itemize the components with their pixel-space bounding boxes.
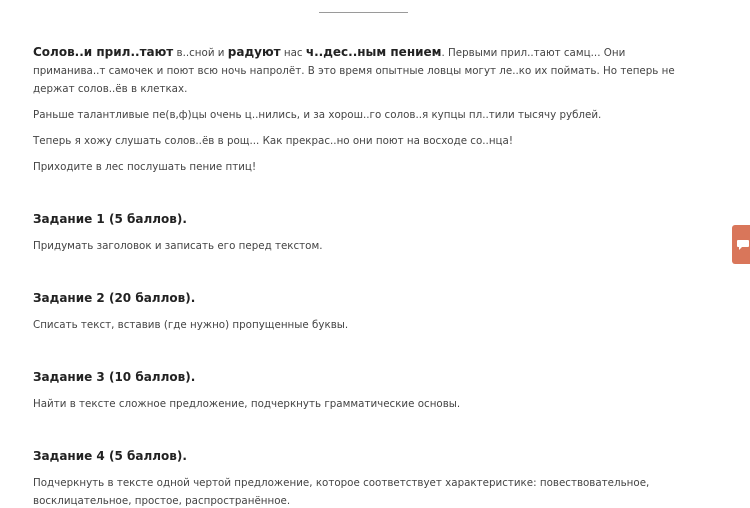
bold-phrase-1: Солов..и прил..тают: [33, 45, 174, 59]
task-4-description: Подчеркнуть в тексте одной чертой предложение, которое соответствует характеристике: повествовательное, восклицательное, простое, распространённое.: [33, 477, 650, 507]
task-3-title: Задание 3 (10 баллов).: [33, 370, 196, 384]
task-3-description: Найти в тексте сложное предложение, подчеркнуть грамматические основы.: [33, 398, 461, 410]
text-run-2: нас: [280, 47, 306, 59]
task-4-title: Задание 4 (5 баллов).: [33, 449, 187, 463]
feedback-tab[interactable]: [732, 225, 750, 264]
top-divider: [319, 12, 408, 13]
chat-bubble-icon: [732, 239, 750, 251]
story-paragraph-4: Приходите в лес послушать пение птиц!: [33, 161, 257, 173]
story-paragraph-1: [33, 43, 693, 98]
story-paragraph-2: Раньше талантливые пе(в,ф)цы очень ц..нились, и за хорош..го солов..я купцы пл..тили тысячу рублей.: [33, 109, 602, 121]
text-run-1: в..сной и: [173, 47, 228, 59]
task-2-title: Задание 2 (20 баллов).: [33, 291, 196, 305]
document-body: [33, 43, 693, 508]
story-paragraph-3: Теперь я хожу слушать солов..ёв в рощ... Как прекрас..но они поют на восходе со..нца!: [33, 135, 513, 147]
text-run-3: . Первыми прил..тают самц... Они приманива..т самочек и поют всю ночь напролёт. В это время опытные ловцы могут ле..ко их поймать. Но теперь не держат солов..ёв в клетках.: [33, 47, 675, 95]
bold-phrase-3: ч..дес..ным пением: [305, 45, 442, 59]
task-1-description: Придумать заголовок и записать его перед текстом.: [33, 240, 323, 252]
task-1-title: Задание 1 (5 баллов).: [33, 212, 187, 226]
bold-phrase-2: радуют: [227, 45, 281, 59]
task-2-description: Списать текст, вставив (где нужно) пропущенные буквы.: [33, 319, 349, 331]
